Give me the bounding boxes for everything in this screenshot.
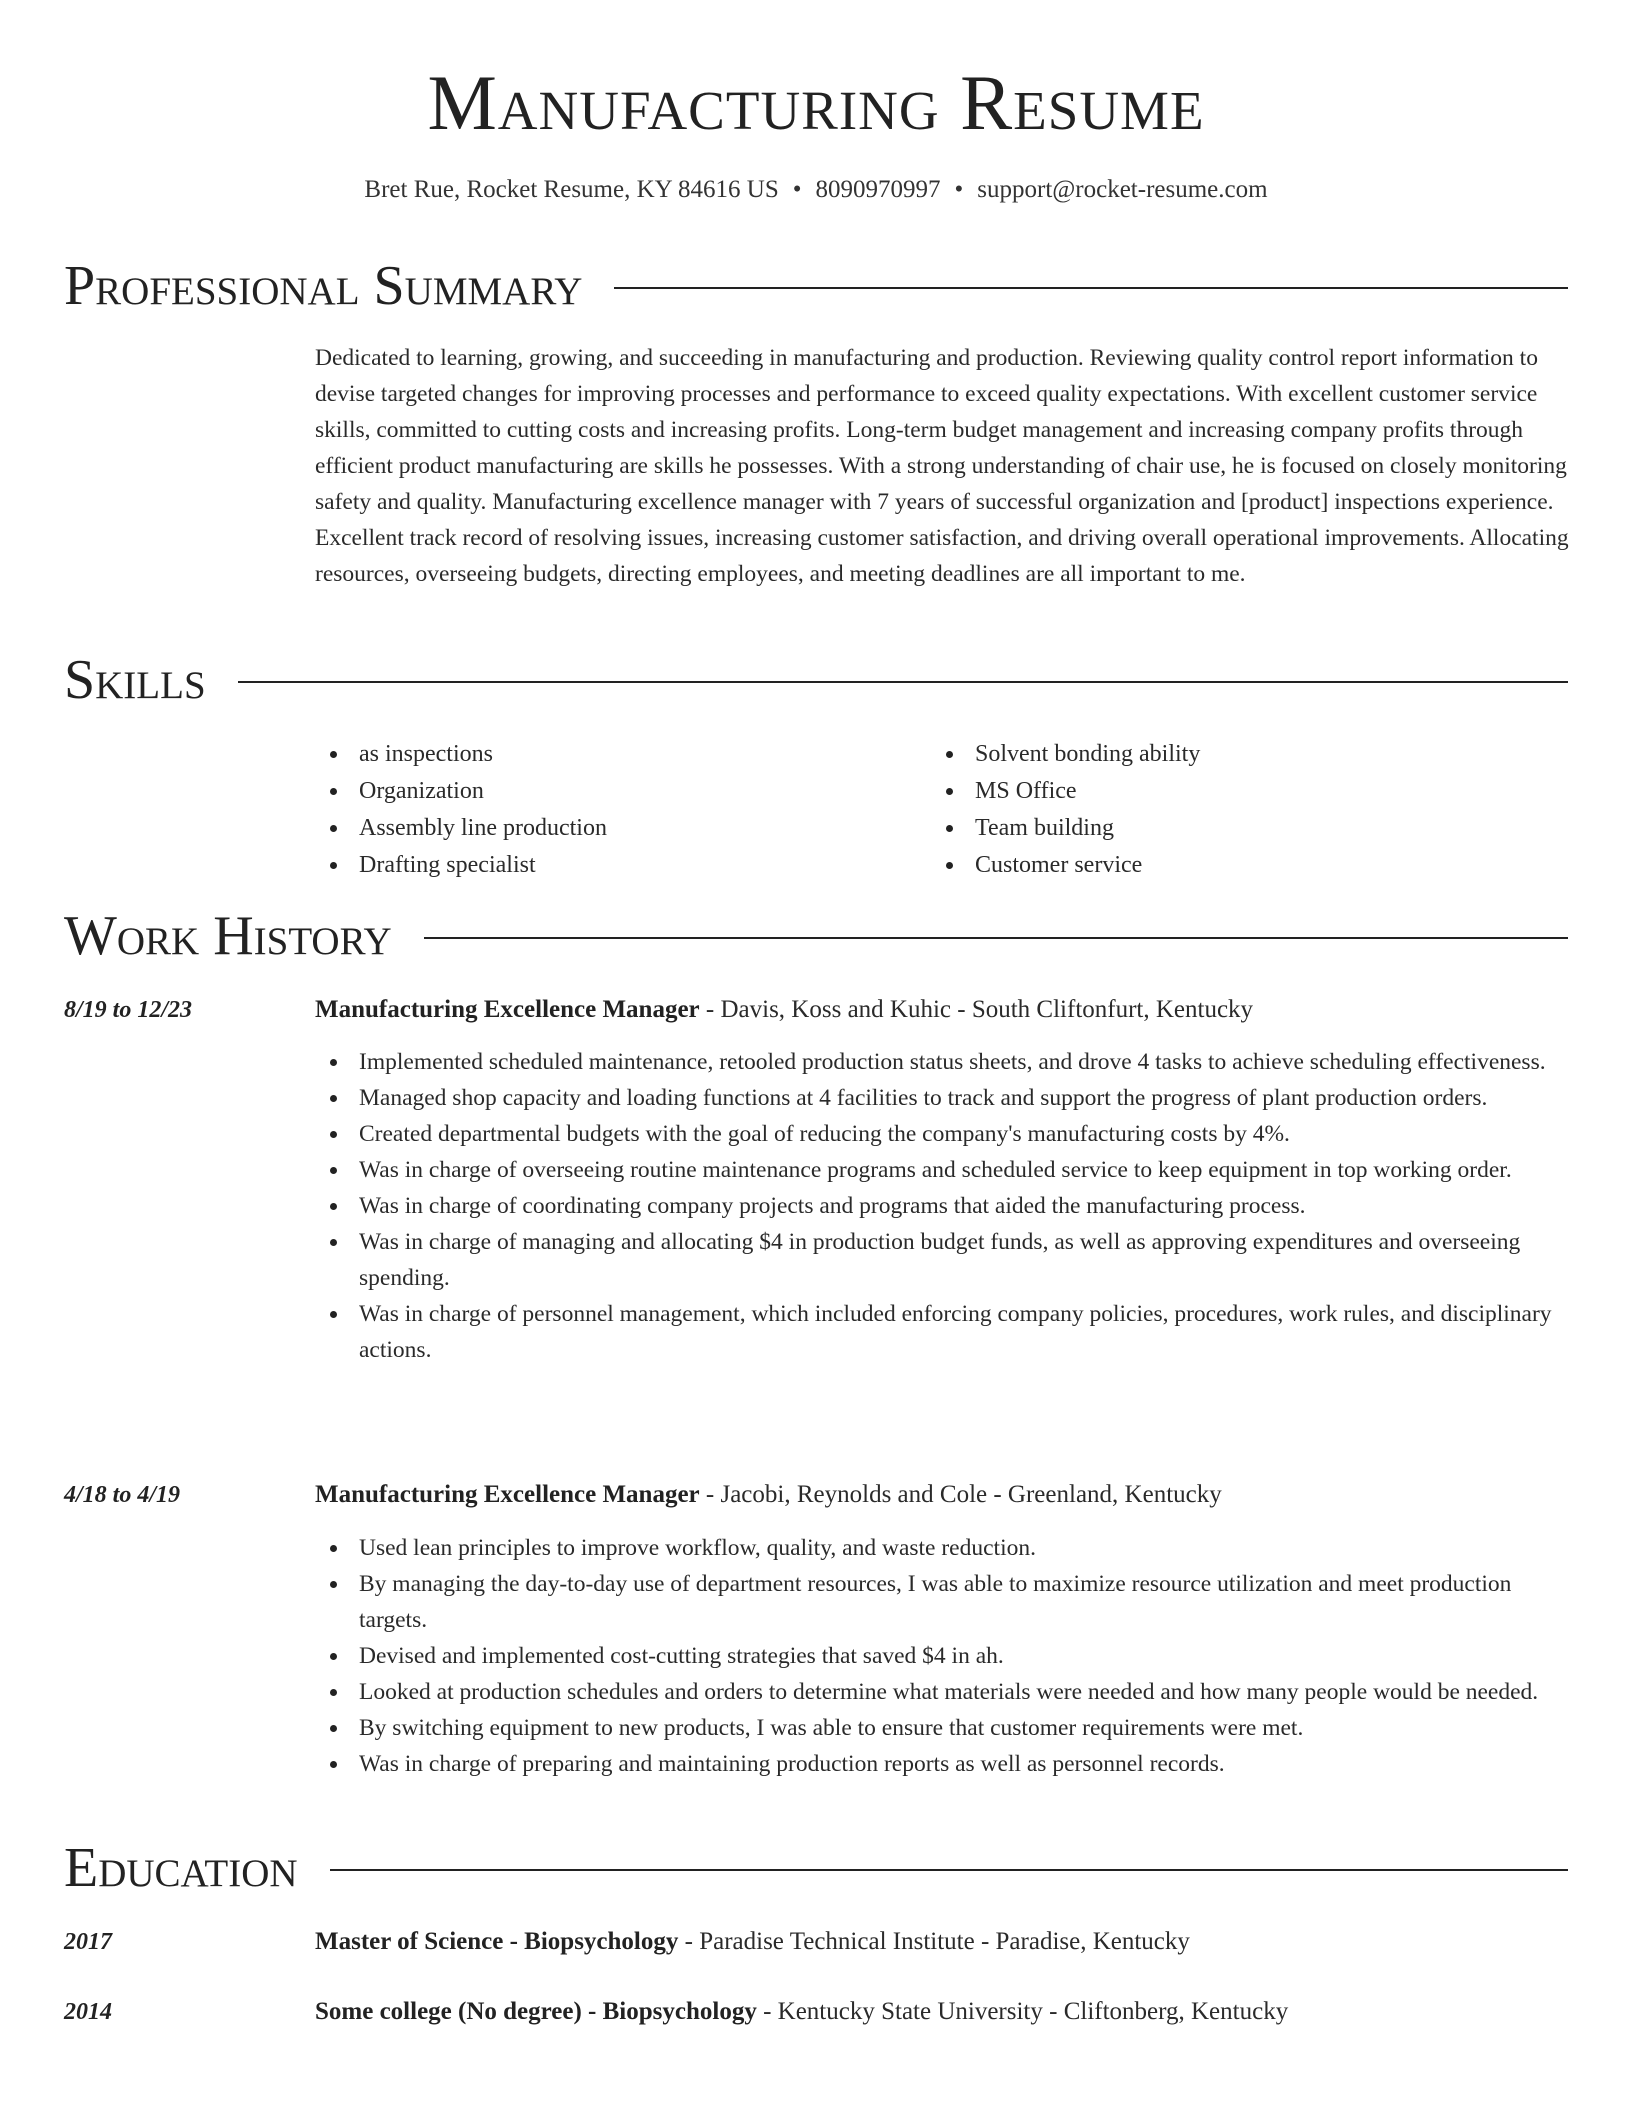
duty-item: Was in charge of overseeing routine maintenance programs and scheduled service to keep equipment in top working order.: [315, 1152, 1570, 1188]
duty-item: Was in charge of managing and allocating $4 in production budget funds, as well as approving expenditures and overseeing spending.: [315, 1224, 1570, 1296]
contact-line: [0, 174, 1632, 206]
education-entry: [315, 1996, 1570, 2028]
duty-item: By switching equipment to new products, I was able to ensure that customer requirements were met.: [315, 1710, 1570, 1746]
contact-address: Bret Rue, Rocket Resume, KY 84616 US: [364, 176, 779, 203]
skill-item: Assembly line production: [315, 810, 915, 847]
summary-text: Dedicated to learning, growing, and succeeding in manufacturing and production. Reviewing quality control report information to devise targeted changes for improving processes and performance to exceed quality expectations. With excellent customer service skills, committed to cutting costs and increasing profits. Long-term budget management and increasing company profits through efficient product manufacturing are skills he possesses. With a strong understanding of chair use, he is focused on closely monitoring safety and quality. Manufacturing excellence manager with 7 years of successful organization and [product] inspections experience. Excellent track record of resolving issues, increasing customer satisfaction, and driving overall operational improvements. Allocating resources, overseeing budgets, directing employees, and meeting deadlines are all important to me.: [315, 345, 1569, 587]
school-details: - Kentucky State University - Cliftonberg, Kentucky: [756, 1998, 1289, 2025]
skill-item: MS Office: [931, 773, 1531, 810]
contact-separator: •: [954, 176, 964, 203]
education-year: 2014: [64, 1999, 112, 2025]
job-title: Manufacturing Excellence Manager: [315, 996, 700, 1023]
duty-item: Devised and implemented cost-cutting strategies that saved $4 in ah.: [315, 1638, 1570, 1674]
education-heading: Education: [64, 1837, 298, 1899]
skills-list-left: [315, 736, 915, 884]
skill-item: Solvent bonding ability: [931, 736, 1531, 773]
skill-item: Team building: [931, 810, 1531, 847]
duty-item: By managing the day-to-day use of department resources, I was able to maximize resource utilization and meet production targets.: [315, 1566, 1570, 1638]
section-divider: [238, 681, 1568, 683]
summary-section-header: [64, 254, 1568, 318]
education-year: 2017: [64, 1929, 112, 1955]
duty-item: Managed shop capacity and loading functions at 4 facilities to track and support the progress of plant production orders.: [315, 1080, 1570, 1116]
skill-item: Organization: [315, 773, 915, 810]
job-title: Manufacturing Excellence Manager: [315, 1481, 700, 1508]
degree-title: Master of Science - Biopsychology: [315, 1928, 679, 1955]
education-section-header: [64, 1836, 1568, 1900]
skill-item: Customer service: [931, 847, 1531, 884]
job-dates: 8/19 to 12/23: [64, 997, 193, 1023]
section-divider: [330, 1869, 1568, 1871]
education-entry: [315, 1926, 1570, 1958]
duty-item: Looked at production schedules and orders to determine what materials were needed and how many people would be needed.: [315, 1674, 1570, 1710]
duty-item: Was in charge of personnel management, which included enforcing company policies, procedures, work rules, and disciplinary actions.: [315, 1296, 1570, 1368]
summary-heading: Professional Summary: [64, 255, 583, 317]
contact-separator: •: [792, 176, 802, 203]
job-duties: [315, 1530, 1570, 1782]
school-details: - Paradise Technical Institute - Paradise, Kentucky: [678, 1928, 1190, 1955]
contact-phone: 8090970997: [815, 176, 941, 203]
duty-item: Implemented scheduled maintenance, retooled production status sheets, and drove 4 tasks to achieve scheduling effectiveness.: [315, 1044, 1570, 1080]
duty-item: Created departmental budgets with the goal of reducing the company's manufacturing costs by 4%.: [315, 1116, 1570, 1152]
job-heading: [315, 994, 1570, 1026]
page-title: Manufacturing Resume: [427, 59, 1205, 146]
job-duties: [315, 1044, 1570, 1368]
duty-item: Was in charge of coordinating company projects and programs that aided the manufacturing process.: [315, 1188, 1570, 1224]
job-employer: - Davis, Koss and Kuhic - South Cliftonfurt, Kentucky: [699, 996, 1254, 1023]
skill-item: as inspections: [315, 736, 915, 773]
skills-list-right: [931, 736, 1531, 884]
job-employer: - Jacobi, Reynolds and Cole - Greenland, Kentucky: [699, 1481, 1222, 1508]
contact-email: support@rocket-resume.com: [977, 176, 1268, 203]
section-divider: [424, 937, 1568, 939]
duty-item: Was in charge of preparing and maintaining production reports as well as personnel records.: [315, 1746, 1570, 1782]
skills-heading: Skills: [64, 649, 206, 711]
skills-section-header: [64, 648, 1568, 712]
job-dates: 4/18 to 4/19: [64, 1482, 181, 1508]
job-heading: [315, 1479, 1570, 1511]
section-divider: [614, 287, 1568, 289]
degree-title: Some college (No degree) - Biopsychology: [315, 1998, 757, 2025]
work-section-header: [64, 904, 1568, 968]
skill-item: Drafting specialist: [315, 847, 915, 884]
work-heading: Work History: [64, 905, 392, 967]
duty-item: Used lean principles to improve workflow, quality, and waste reduction.: [315, 1530, 1570, 1566]
